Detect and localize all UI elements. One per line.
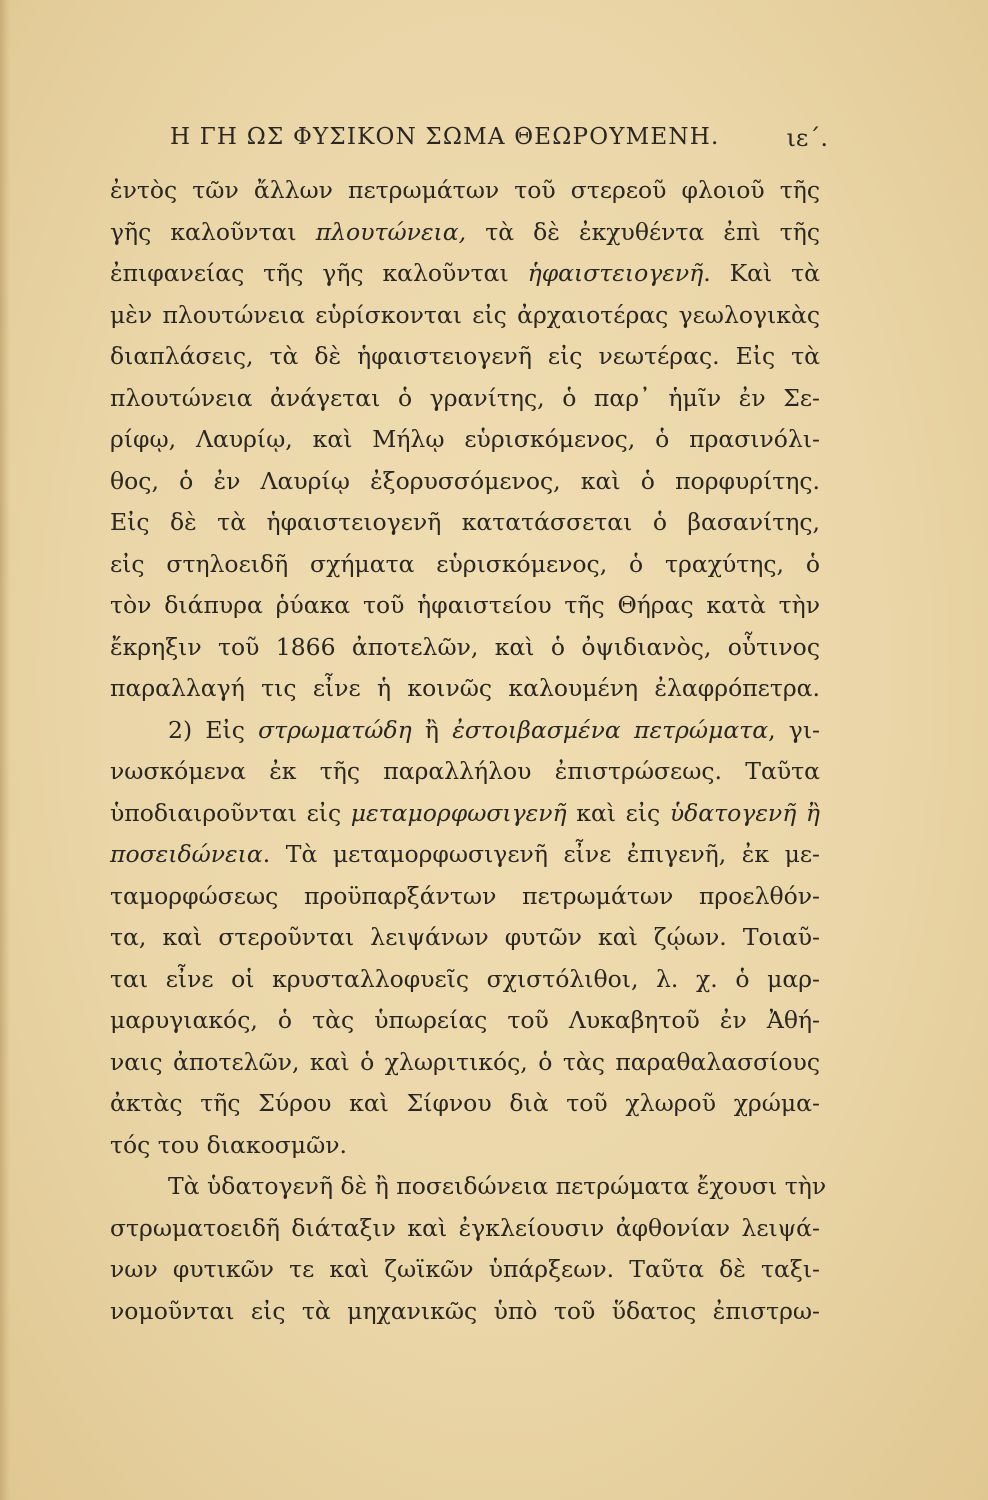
italic-term: ἡφαιστειογενῆ <box>527 259 704 287</box>
text-line: διαπλάσεις, τὰ δὲ ἡφαιστειογενῆ εἰς νεωτέρας. Εἰς τὰ <box>110 342 820 370</box>
text-line: ται εἶνε οἱ κρυσταλλοφυεῖς σχιστόλιθοι, λ. χ. ὁ μαρ- <box>110 964 820 993</box>
text-line: γῆς καλοῦνται πλουτώνεια, τὰ δὲ ἐκχυθέντα ἐπὶ τῆς <box>110 217 820 246</box>
text-line: στρωματοειδῆ διάταξιν καὶ ἐγκλείουσιν ἀφθονίαν λειψά- <box>110 1213 820 1242</box>
text-line: ἔκρηξιν τοῦ 1866 ἀποτελῶν, καὶ ὁ ὀψιδιανὸς, οὗτινος <box>110 632 820 661</box>
running-title: Η ΓΗ ΩΣ ΦΥΣΙΚΟΝ ΣΩΜΑ ΘΕΩΡΟΥΜΕΝΗ. <box>170 124 720 150</box>
text-line: νων φυτικῶν τε καὶ ζωϊκῶν ὑπάρξεων. Ταῦτα δὲ ταξι- <box>110 1255 820 1283</box>
text-line: νωσκόμενα ἐκ τῆς παραλλήλου ἐπιστρώσεως. Ταῦτα <box>110 757 820 785</box>
text-line: ὑποδιαιροῦνται εἰς μεταμορφωσιγενῆ καὶ εἰς ὑδατογενῆ ἢ <box>110 798 821 827</box>
text-line: Εἰς δὲ τὰ ἡφαιστειογενῆ κατατάσσεται ὁ βασανίτης, <box>110 508 820 536</box>
text-line: Τὰ ὑδατογενῆ δὲ ἢ ποσειδώνεια πετρώματα ἔχουσι τὴν <box>168 1172 827 1200</box>
text-line: ἐντὸς τῶν ἄλλων πετρωμάτων τοῦ στερεοῦ φλοιοῦ τῆς <box>110 176 820 204</box>
text-line: ποσειδώνεια. Τὰ μεταμορφωσιγενῆ εἶνε ἐπιγενῆ, ἐκ με- <box>110 840 820 868</box>
text-line: εἰς στηλοειδῆ σχήματα εὑρισκόμενος, ὁ τραχύτης, ὁ <box>110 549 820 578</box>
text-line: τός του διακοσμῶν. <box>110 1130 347 1159</box>
italic-term: ποσειδώνεια <box>110 840 263 868</box>
text-line: ναις ἀποτελῶν, καὶ ὁ χλωριτικός, ὁ τὰς παραθαλασσίους <box>110 1047 820 1076</box>
text-line: 2) Εἰς στρωματώδη ἢ ἐστοιβασμένα πετρώματα, γι- <box>168 715 820 744</box>
text-line: μὲν πλουτώνεια εὑρίσκονται εἰς ἀρχαιοτέρας γεωλογικὰς <box>110 300 820 329</box>
italic-term: στρωματώδη <box>258 715 412 744</box>
text-line: νομοῦνται εἰς τὰ μηχανικῶς ὑπὸ τοῦ ὕδατος ἐπιστρω- <box>110 1296 820 1325</box>
text-line: ἀκτὰς τῆς Σύρου καὶ Σίφνου διὰ τοῦ χλωροῦ χρώμα- <box>110 1089 820 1117</box>
text-line: ἐπιφανείας τῆς γῆς καλοῦνται ἡφαιστειογενῆ. Καὶ τὰ <box>110 259 821 287</box>
italic-term: ἐστοιβασμένα πετρώματα <box>452 715 769 744</box>
text-line: θος, ὁ ἐν Λαυρίῳ ἐξορυσσόμενος, καὶ ὁ πορφυρίτης. <box>110 466 820 495</box>
text-line: τὸν διάπυρα ῥύακα τοῦ ἡφαιστείου τῆς Θήρας κατὰ τὴν <box>110 591 820 619</box>
italic-term: ὑδατογενῆ ἢ <box>669 798 821 827</box>
page-edge-shadow <box>0 0 10 1500</box>
text-line: τα, καὶ στεροῦνται λειψάνων φυτῶν καὶ ζῴων. Τοιαῦ- <box>110 923 820 951</box>
text-line: πλουτώνεια ἀνάγεται ὁ γρανίτης, ὁ παρ᾽ ἡμῖν ἐν Σε- <box>110 383 820 412</box>
italic-term: πλουτώνεια, <box>315 217 467 246</box>
text-line: ρίφῳ, Λαυρίῳ, καὶ Μήλῳ εὑρισκόμενος, ὁ πρασινόλι- <box>110 425 820 453</box>
page-number: ιε΄. <box>786 124 828 152</box>
italic-term: μεταμορφωσιγενῆ <box>350 798 567 827</box>
page-header <box>110 124 828 158</box>
text-line: ταμορφώσεως προϋπαρξάντων πετρωμάτων προελθόν- <box>110 881 820 910</box>
text-line: παραλλαγή τις εἶνε ἡ κοινῶς καλουμένη ἐλαφρόπετρα. <box>110 674 820 702</box>
text-line: μαρυγιακός, ὁ τὰς ὑπωρείας τοῦ Λυκαβητοῦ ἐν Ἀθή- <box>110 1006 820 1034</box>
